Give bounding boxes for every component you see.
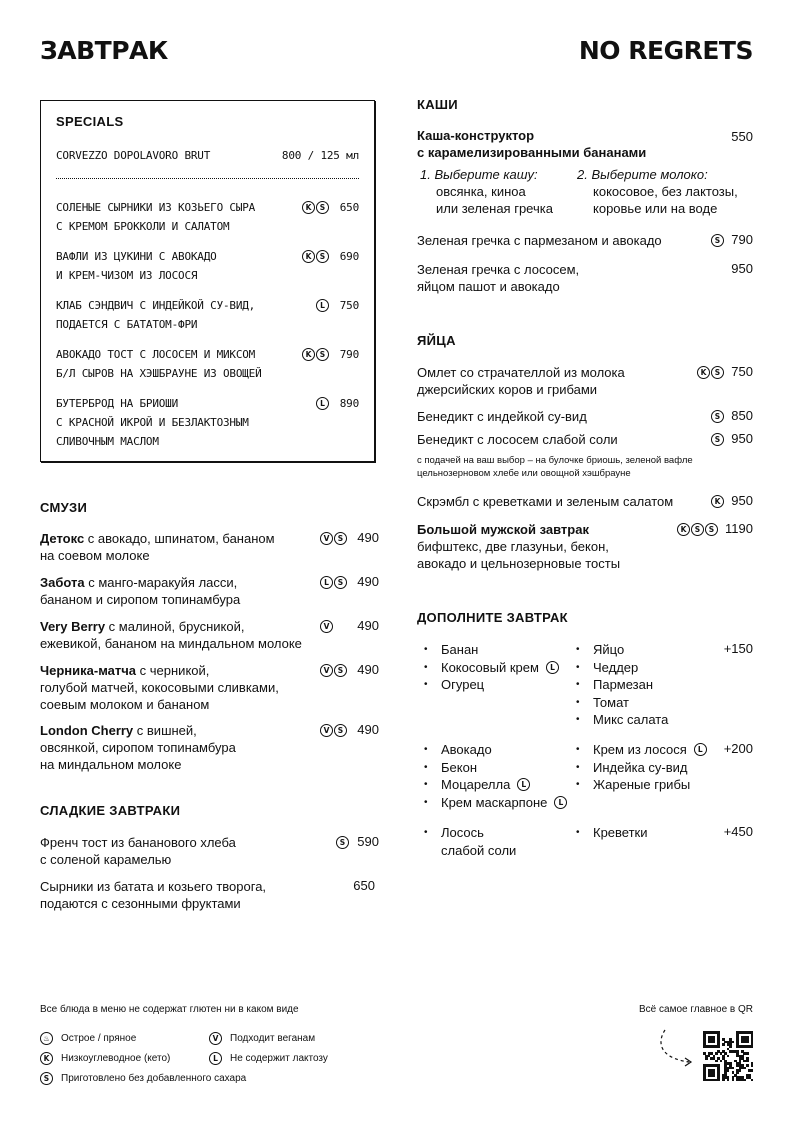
bullet-icon: • [576,679,580,690]
vegan-icon: V [320,664,333,677]
diet-icons [302,201,329,214]
special-item-price: 790 [339,348,359,361]
brand-logo: NO REGRETS [578,36,753,65]
menu-item-desc: бифштекс, две глазуньи, бекон, [417,539,609,554]
bullet-icon: • [576,779,580,790]
special-item-line: ПОДАЕТСЯ С БАТАТОМ-ФРИ [56,318,198,331]
benedict-note [417,454,693,480]
addon-label: Томат [593,694,629,710]
egg-item-benedict1 [417,408,587,425]
lactose-free-icon: L [694,743,707,756]
diet-icons [711,433,724,446]
smoothie-name: Детокс [40,531,85,546]
legend-sugar [40,1072,246,1085]
addon-item [576,694,668,712]
menu-item-name: Френч тост из бананового хлеба [40,835,236,850]
smoothie-item [40,530,340,564]
menu-item-price: 490 [357,530,379,545]
step-text: или зеленая гречка [436,201,553,216]
addon-price: +200 [723,741,753,756]
addon-item [424,842,516,860]
menu-item-name: Зеленая гречка с пармезаном и авокадо [417,233,662,248]
smoothie-desc: овсянкой, сиропом топинамбура [40,740,236,755]
smoothie-item [40,722,340,773]
diet-icons [320,620,333,633]
legend-spicy [40,1032,136,1045]
addon-label: Яйцо [593,642,625,657]
addon-label: Огурец [441,677,485,692]
sweet-item [40,834,236,868]
menu-item-price: 650 [353,878,375,893]
bullet-icon: • [576,661,580,673]
addon-label: Креветки [593,825,648,840]
addon-item [576,776,707,794]
addon-price: +150 [723,641,753,656]
smoothie-line [40,530,340,547]
addon-item [576,711,668,729]
step-text: коровье или на воде [593,201,718,216]
menu-item-desc: яйцом пашот и авокадо [417,279,560,294]
vegan-icon: V [320,724,333,737]
smoothie-desc: с авокадо, шпинатом, бананом [84,531,275,546]
diet-icons [316,299,329,312]
no-sugar-icon: S [316,250,329,263]
special-item-line: И КРЕМ-ЧИЗОМ ИЗ ЛОСОСЯ [56,269,198,282]
addon-price: +450 [723,824,753,839]
bullet-icon: • [424,644,428,655]
menu-item-price: 490 [357,574,379,589]
smoothie-name: Черника-матча [40,663,137,678]
no-sugar-icon: S [711,234,724,247]
addon-item [424,676,559,694]
special-item-line: ВАФЛИ ИЗ ЦУКИНИ С АВОКАДО [56,250,217,263]
special-item [56,247,217,285]
vegan-icon: V [209,1032,222,1045]
no-sugar-icon: S [334,532,347,545]
smoothie-desc: с черникой, [136,663,210,678]
porridge-builder [417,127,646,161]
bullet-icon: • [424,827,428,838]
addon-item [424,659,559,677]
sweet-item [40,878,266,912]
addon-item [424,794,567,812]
menu-item-price: 490 [357,662,379,677]
addon-label: Авокадо [441,742,492,757]
porridge-item [417,232,662,249]
menu-item-desc: с соленой карамелью [40,852,172,867]
egg-item-big [417,521,620,572]
diet-icons [711,495,724,508]
diet-icons [320,724,347,737]
addon-item [424,641,559,659]
lactose-free-icon: L [316,299,329,312]
section-title-addons: ДОПОЛНИТЕ ЗАВТРАК [417,610,568,625]
bullet-icon: • [424,679,428,690]
no-sugar-icon: S [705,523,718,536]
section-title-porridge: КАШИ [417,97,458,112]
porridge-item [417,261,579,295]
menu-item-name: Бенедикт с индейкой су-вид [417,409,587,424]
menu-item-name: Большой мужской завтрак [417,522,589,537]
keto-icon: K [302,201,315,214]
egg-item-omelet [417,364,625,398]
addon-label: Чеддер [593,659,639,675]
special-item-line: БУТЕРБРОД НА БРИОШИ [56,397,179,410]
addon-label: Банан [441,642,479,657]
addon-label: Жареные грибы [593,777,691,792]
menu-item-name: Бенедикт с лососем слабой соли [417,432,618,447]
wine-name: CORVEZZO DOPOLAVORO BRUT [56,149,211,162]
no-sugar-icon: S [336,836,349,849]
smoothie-desc: с манго-маракуйя ласси, [84,575,238,590]
smoothie-item [40,618,340,652]
addon-label: Моцарелла [441,777,511,792]
bullet-icon: • [576,696,580,708]
egg-item-benedict2 [417,431,618,448]
special-item [56,394,249,451]
addon-item [576,676,668,694]
menu-item-desc: подаются с сезонными фруктами [40,896,241,911]
bullet-icon: • [576,744,580,755]
specials-title: SPECIALS [56,114,124,129]
addon-column-left [424,641,559,694]
diet-icons [316,397,329,410]
smoothie-name: Забота [40,575,85,590]
addon-item [576,659,668,677]
legend-label: Низкоуглеводное (кето) [61,1053,171,1064]
bullet-icon: • [424,744,428,755]
legend-label: Не содержит лактозу [230,1053,328,1064]
special-item-price: 750 [339,299,359,312]
addon-item [576,759,707,777]
smoothie-name: Very Berry [40,619,106,634]
lactose-free-icon: L [209,1052,222,1065]
diet-icons [302,348,329,361]
smoothie-name: London Cherry [40,723,134,738]
bullet-icon: • [576,827,580,838]
special-item-line: С КРЕМОМ БРОККОЛИ И САЛАТОМ [56,220,230,233]
legend-lactose [209,1052,328,1065]
menu-item-name: Зеленая гречка с лососем, [417,262,580,277]
addon-column-right [576,824,648,842]
lactose-free-icon: L [517,778,530,791]
keto-icon: K [677,523,690,536]
lactose-free-icon: L [320,576,333,589]
bullet-icon: • [576,714,580,725]
addon-label: Крем маскарпоне [441,794,548,810]
menu-item-price: 950 [731,431,753,446]
legend-label: Острое / пряное [61,1033,137,1044]
addon-item [424,759,567,777]
addon-label: Пармезан [593,677,654,692]
menu-item-name: Каша-конструктор [417,128,535,143]
special-item-price: 890 [339,397,359,410]
diet-icons [711,234,724,247]
special-item-line: СЛИВОЧНЫМ МАСЛОМ [56,435,159,448]
addon-item [424,824,516,842]
special-item-price: 690 [339,250,359,263]
qr-caption: Всё самое главное в QR [639,1004,753,1015]
lactose-free-icon: L [546,661,559,674]
legend-vegan [209,1032,315,1045]
legend-label: Подходит веганам [230,1033,316,1044]
addon-column-right [576,741,707,794]
menu-item-price: 1190 [725,521,753,536]
keto-icon: K [40,1052,53,1065]
menu-item-price: 590 [357,834,379,849]
keto-icon: K [302,348,315,361]
diet-icons [336,836,349,849]
special-item-line: АВОКАДО ТОСТ С ЛОСОСЕМ И МИКСОМ [56,348,256,361]
specials-box [40,100,375,462]
gluten-note: Все блюда в меню не содержат глютен ни в каком виде [40,1004,299,1015]
diet-icons [711,410,724,423]
addon-item [576,641,668,659]
addon-item [424,741,567,759]
addon-item [576,741,707,759]
section-title-sweet: СЛАДКИЕ ЗАВТРАКИ [40,803,181,818]
lactose-free-icon: L [554,796,567,809]
no-sugar-icon: S [691,523,704,536]
note-line: с подачей на ваш выбор – на булочке бриошь, зеленой вафле [417,455,693,466]
addon-column-left [424,741,567,811]
bullet-icon: • [424,796,428,808]
porridge-step-2 [577,166,738,217]
menu-item-price: 490 [357,722,379,737]
step-title: 2. Выберите молоко: [577,167,708,182]
lactose-free-icon: L [316,397,329,410]
wine-price: 800 / 125 мл [281,149,359,162]
smoothie-desc: ежевикой, бананом на миндальном молоке [40,636,302,651]
smoothie-desc: на миндальном молоке [40,757,182,772]
smoothie-desc: соевым молоком и бананом [40,697,210,712]
page-title: ЗАВТРАК [40,36,168,65]
dashed-arrow-icon [655,1028,700,1073]
menu-item-price: 750 [731,364,753,379]
special-item [56,296,255,334]
addon-label: Кокосовый крем [441,659,539,675]
no-sugar-icon: S [316,348,329,361]
addon-label: Бекон [441,759,478,775]
step-title: 1. Выберите кашу: [420,167,538,182]
no-sugar-icon: S [711,366,724,379]
addon-column-right [576,641,668,729]
keto-icon: K [711,495,724,508]
addon-item [576,824,648,842]
note-line: цельнозерновом хлебе или овощной хэшбрауне [417,468,631,479]
diet-icons [697,366,724,379]
menu-item-name: Омлет со страчателлой из молока [417,365,625,380]
smoothie-desc: с вишней, [133,723,197,738]
addon-label: Крем из лосося [593,742,687,757]
dotted-divider [56,178,359,179]
addon-label: Микс салата [593,712,669,727]
menu-item-name: с карамелизированными бананами [417,145,647,160]
menu-item-price: 950 [731,261,753,276]
diet-icons [320,532,347,545]
diet-icons [302,250,329,263]
menu-item-name: Сырники из батата и козьего творога, [40,879,267,894]
menu-item-price: 950 [731,493,753,508]
qr-code[interactable] [703,1031,753,1081]
smoothie-item [40,662,340,713]
bullet-icon: • [576,644,580,655]
menu-item-price: 490 [357,618,379,633]
smoothie-desc: бананом и сиропом топинамбура [40,592,241,607]
no-sugar-icon: S [316,201,329,214]
no-sugar-icon: S [334,724,347,737]
section-title-eggs: ЯЙЦА [417,333,456,348]
addon-item [424,776,567,794]
legend-label: Приготовлено без добавленного сахара [61,1073,247,1084]
menu-item-name: Скрэмбл с креветками и зеленым салатом [417,494,674,509]
addon-label: Лосось [441,825,484,840]
menu-item-desc: авокадо и цельнозерновые тосты [417,556,621,571]
special-item-line: СОЛЕНЫЕ СЫРНИКИ ИЗ КОЗЬЕГО СЫРА [56,201,256,214]
section-title-smoothies: СМУЗИ [40,500,88,515]
no-sugar-icon: S [40,1072,53,1085]
vegan-icon: V [320,532,333,545]
special-item-line: С КРАСНОЙ ИКРОЙ И БЕЗЛАКТОЗНЫМ [56,416,249,429]
spicy-icon: ♨ [40,1032,53,1045]
smoothie-desc: голубой матчей, кокосовыми сливками, [40,680,279,695]
special-item [56,198,255,236]
bullet-icon: • [424,661,428,673]
smoothie-line [40,722,340,739]
bullet-icon: • [424,779,428,790]
addon-label: Индейка су-вид [593,759,688,775]
step-text: овсянка, киноа [436,184,526,199]
smoothie-desc: на соевом молоке [40,548,150,563]
keto-icon: K [302,250,315,263]
addon-column-left [424,824,516,859]
smoothie-item [40,574,340,608]
keto-icon: K [697,366,710,379]
menu-item-price: 790 [731,232,753,247]
legend-keto [40,1052,170,1065]
special-item-line: Б/Л СЫРОВ НА ХЭШБРАУНЕ ИЗ ОВОЩЕЙ [56,367,262,380]
special-item-line: КЛАБ СЭНДВИЧ С ИНДЕЙКОЙ СУ-ВИД, [56,299,256,312]
addon-label: слабой соли [441,842,517,858]
menu-item-desc: джерсийских коров и грибами [417,382,598,397]
special-item-price: 650 [339,201,359,214]
vegan-icon: V [320,620,333,633]
no-sugar-icon: S [334,576,347,589]
smoothie-line [40,662,340,679]
smoothie-desc: с малиной, брусникой, [105,619,245,634]
smoothie-line [40,574,340,591]
egg-item-scramble [417,493,673,510]
bullet-icon: • [576,761,580,773]
diet-icons [320,664,347,677]
no-sugar-icon: S [711,433,724,446]
bullet-icon: • [424,761,428,773]
porridge-step-1 [420,166,553,217]
menu-item-price: 850 [731,408,753,423]
smoothie-line [40,618,340,635]
no-sugar-icon: S [334,664,347,677]
special-item [56,345,262,383]
step-text: кокосовое, без лактозы, [593,184,738,199]
menu-item-price: 550 [731,129,753,144]
diet-icons [320,576,347,589]
no-sugar-icon: S [711,410,724,423]
diet-icons [677,523,718,536]
